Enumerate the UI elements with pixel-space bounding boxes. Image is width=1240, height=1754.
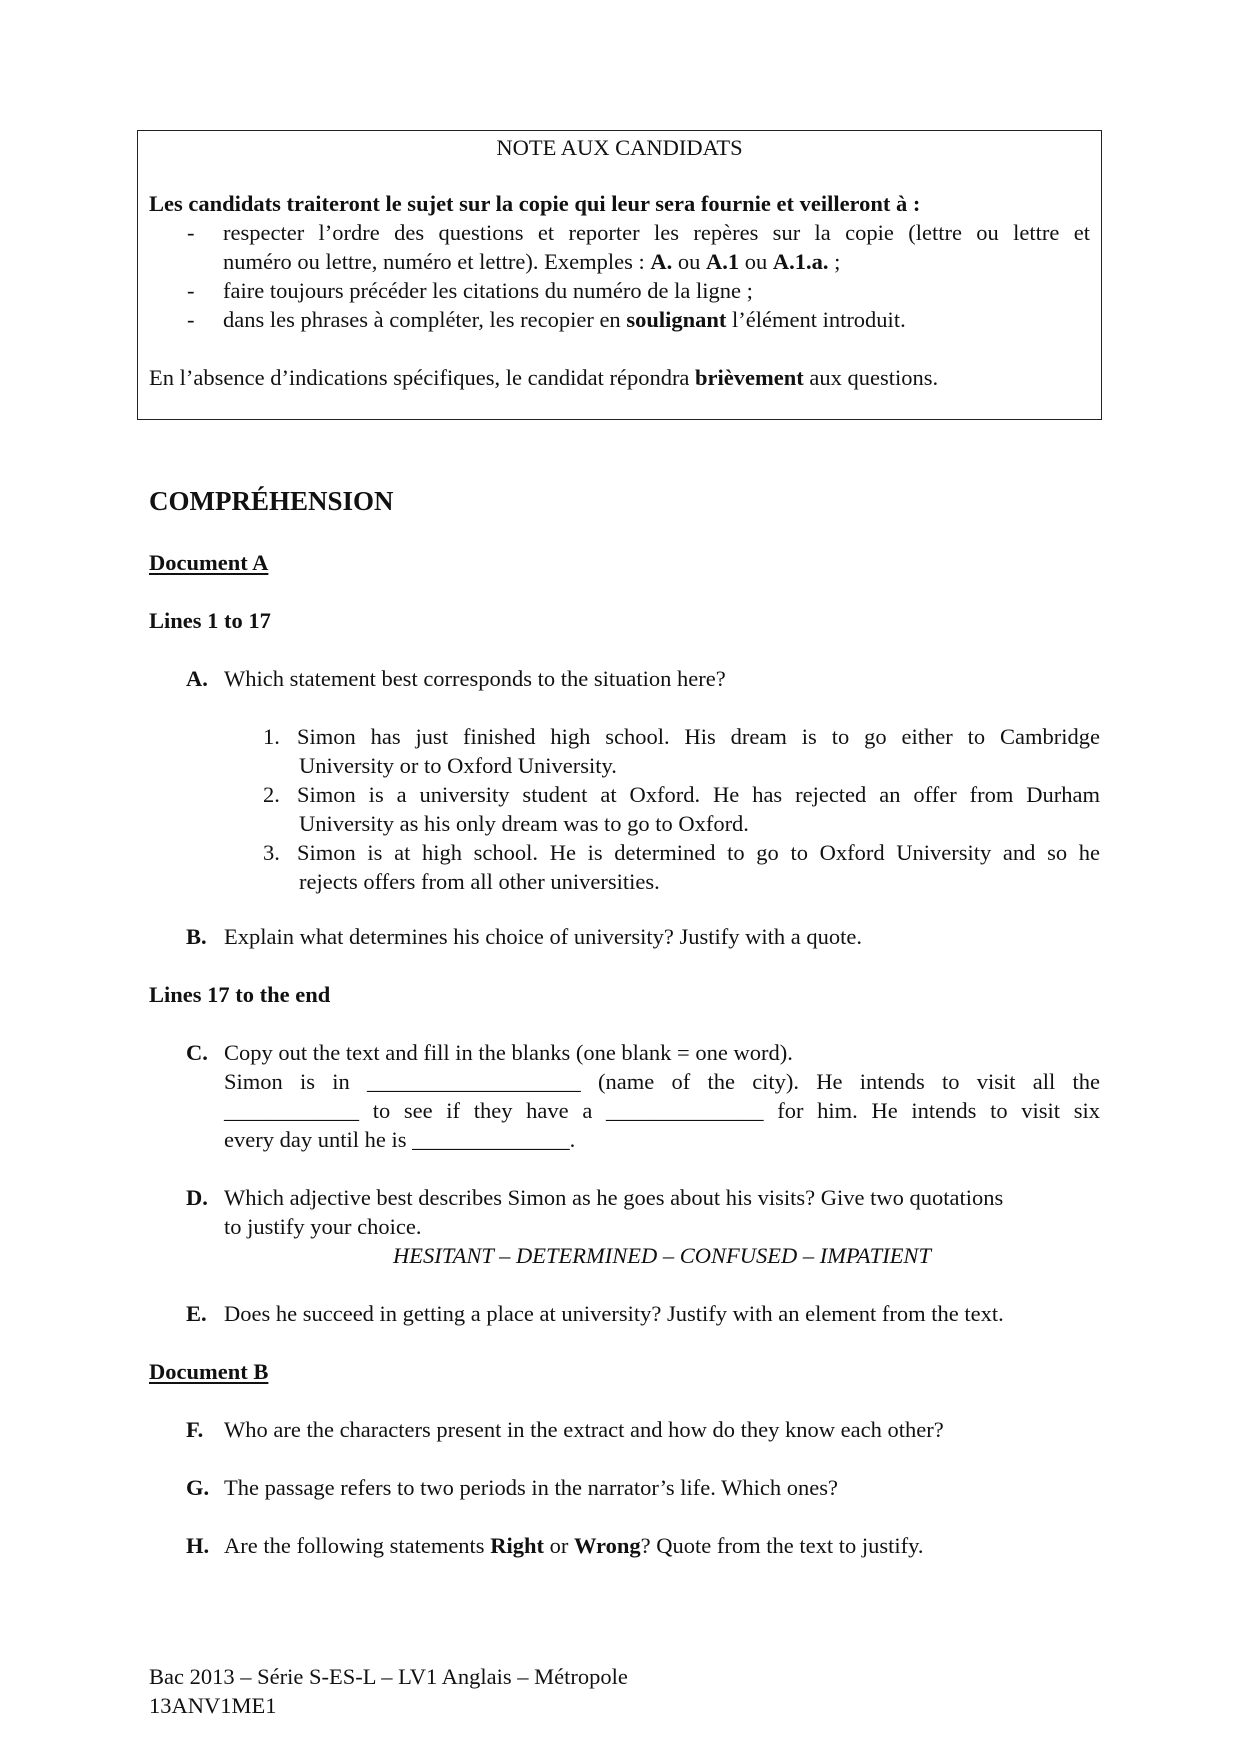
- bullet-1-line-2: numéro ou lettre, numéro et lettre). Exemples : A. ou A.1 ou A.1.a. ;: [223, 249, 841, 274]
- option-3-line-2: rejects offers from all other universities.: [299, 869, 660, 894]
- option-1-line-2: University or to Oxford University.: [299, 753, 617, 778]
- question-c-line-4: every day until he is ______________.: [224, 1127, 576, 1152]
- bullet-2: faire toujours précéder les citations du numéro de la ligne ;: [223, 278, 753, 303]
- question-a-text: Which statement best corresponds to the situation here?: [224, 666, 726, 691]
- lines-1-17-heading: Lines 1 to 17: [149, 608, 271, 633]
- bullet-dash: -: [187, 220, 195, 245]
- option-1-line-1: Simon has just finished high school. His dream is to go either to Cambridge: [297, 724, 1100, 749]
- question-h-text: Are the following statements Right or Wrong? Quote from the text to justify.: [224, 1533, 924, 1558]
- question-c-line-3: ____________ to see if they have a ______________ for him. He intends to visit six: [224, 1098, 1100, 1123]
- note-title: NOTE AUX CANDIDATS: [496, 135, 743, 160]
- question-letter-e: E.: [186, 1301, 207, 1326]
- question-e-text: Does he succeed in getting a place at university? Justify with an element from the text.: [224, 1301, 1004, 1326]
- lines-17-end-heading: Lines 17 to the end: [149, 982, 331, 1007]
- question-letter-c: C.: [186, 1040, 208, 1065]
- question-letter-a: A.: [186, 666, 208, 691]
- question-letter-d: D.: [186, 1185, 208, 1210]
- option-3-line-1: Simon is at high school. He is determined to go to Oxford University and so he: [297, 840, 1100, 865]
- option-number: 2.: [263, 782, 280, 807]
- footer-code: 13ANV1ME1: [149, 1693, 277, 1718]
- question-letter-g: G.: [186, 1475, 210, 1500]
- document-b-heading: Document B: [149, 1359, 269, 1384]
- bullet-3: dans les phrases à compléter, les recopier en soulignant l’élément introduit.: [223, 307, 906, 332]
- question-d-line-2: to justify your choice.: [224, 1214, 422, 1239]
- adjective-choices: HESITANT – DETERMINED – CONFUSED – IMPATIENT: [393, 1243, 931, 1268]
- question-f-text: Who are the characters present in the extract and how do they know each other?: [224, 1417, 944, 1442]
- bullet-1-line-1: respecter l’ordre des questions et reporter les repères sur la copie (lettre ou lettre et: [223, 220, 1090, 245]
- option-number: 3.: [263, 840, 280, 865]
- question-letter-b: B.: [186, 924, 207, 949]
- note-intro: Les candidats traiteront le sujet sur la copie qui leur sera fournie et veilleront à :: [149, 191, 921, 216]
- question-letter-f: F.: [186, 1417, 204, 1442]
- bullet-dash: -: [187, 307, 195, 332]
- question-g-text: The passage refers to two periods in the narrator’s life. Which ones?: [224, 1475, 838, 1500]
- question-c-line-2: Simon is in ___________________ (name of the city). He intends to visit all the: [224, 1069, 1100, 1094]
- option-number: 1.: [263, 724, 280, 749]
- question-c-line-1: Copy out the text and fill in the blanks (one blank = one word).: [224, 1040, 793, 1065]
- note-final: En l’absence d’indications spécifiques, le candidat répondra brièvement aux questions.: [149, 365, 939, 390]
- section-title: COMPRÉHENSION: [149, 486, 394, 516]
- question-d-line-1: Which adjective best describes Simon as he goes about his visits? Give two quotations: [224, 1185, 1004, 1210]
- option-2-line-1: Simon is a university student at Oxford. He has rejected an offer from Durham: [297, 782, 1100, 807]
- question-b-text: Explain what determines his choice of university? Justify with a quote.: [224, 924, 862, 949]
- footer-exam-info: Bac 2013 – Série S-ES-L – LV1 Anglais – Métropole: [149, 1664, 628, 1689]
- document-a-heading: Document A: [149, 550, 269, 575]
- option-2-line-2: University as his only dream was to go to Oxford.: [299, 811, 749, 836]
- question-letter-h: H.: [186, 1533, 210, 1558]
- bullet-dash: -: [187, 278, 195, 303]
